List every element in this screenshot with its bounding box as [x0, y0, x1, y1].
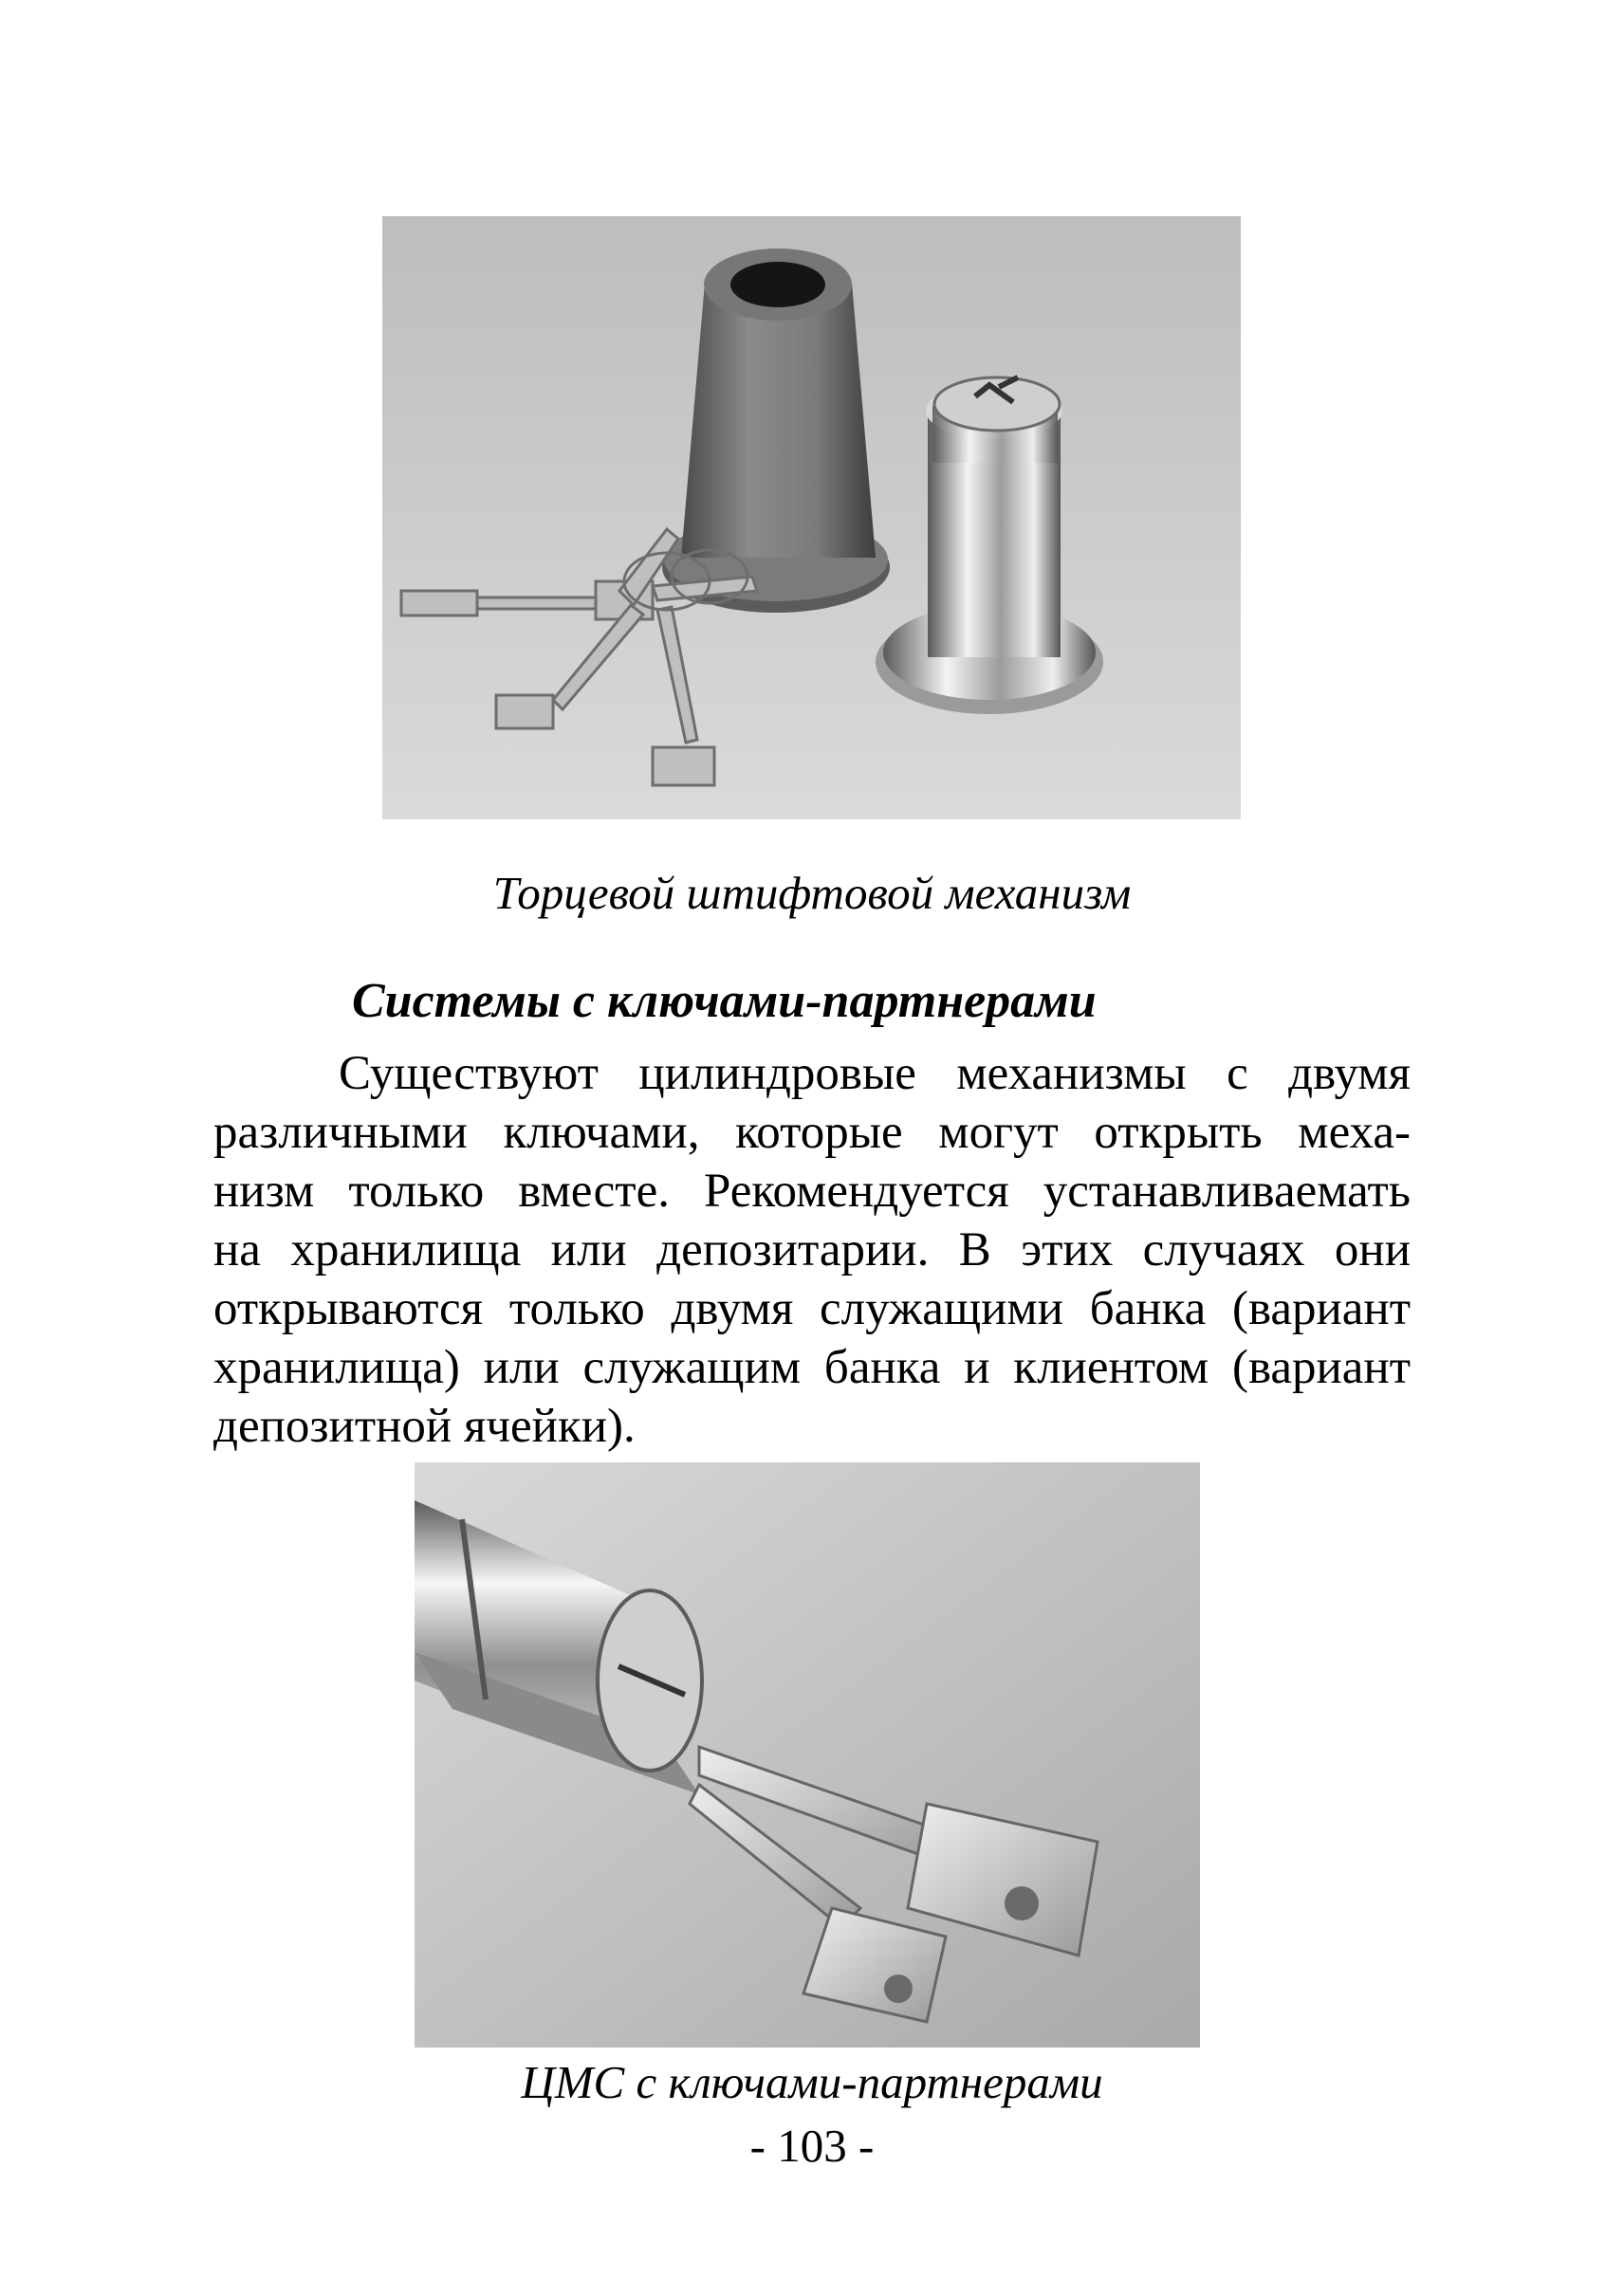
paragraph-line: на хранилища или депозитарии. В этих случаях они	[213, 1223, 1411, 1277]
paragraph-line: низм только вместе. Рекомендуется устанавливаемать	[213, 1165, 1411, 1218]
paragraph-line: депозитной ячейки).	[213, 1400, 636, 1453]
paragraph-line: различными ключами, которые могут открыть меха-	[213, 1106, 1411, 1159]
figure-caption-2: ЦМС с ключами-партнерами	[521, 2056, 1103, 2108]
figure-caption-1: Торцевой штифтовой механизм	[492, 867, 1132, 919]
partner-keys-photo	[415, 1462, 1200, 2048]
body-paragraph	[213, 1044, 1411, 1456]
lock-cylinder-photo	[382, 216, 1241, 819]
paragraph-line: хранилища) или служащим банка и клиентом (вариант	[213, 1341, 1411, 1394]
paragraph-line: Существуют цилиндровые механизмы с двумя	[339, 1047, 1411, 1100]
paragraph-line: открываются только двумя служащими банка (вариант	[213, 1282, 1411, 1335]
page-number: - 103 -	[749, 2120, 875, 2172]
section-heading: Системы с ключами-партнерами	[352, 974, 1097, 1028]
